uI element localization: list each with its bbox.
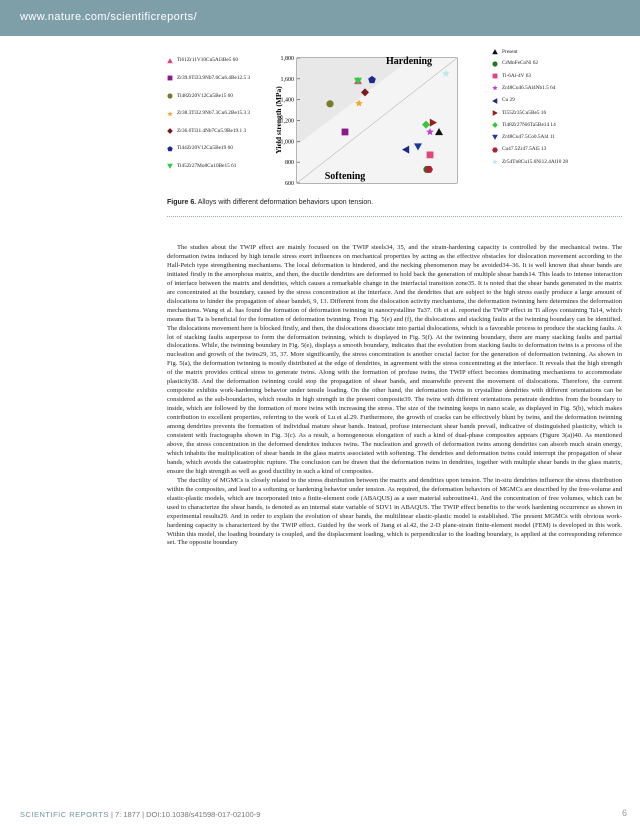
legend-right-marker-icon (492, 110, 498, 116)
legend-right-label: Ti48Zr27Ni6Ta5Be14 14 (502, 121, 556, 128)
legend-right-label: Zr54Tn8Cu15.6Ni12.4Al10 28 (502, 158, 569, 165)
legend-right-marker-icon (492, 159, 498, 165)
legend-right-marker-icon (492, 122, 498, 128)
legend-right-marker-icon (492, 85, 498, 91)
legend-right-label: Zr48Cu47.5Co0.5Al4 11 (502, 134, 555, 141)
journal-name: SCIENTIFIC REPORTS (20, 810, 109, 819)
legend-right-marker-icon-shape (492, 147, 498, 152)
legend-right-item (492, 58, 627, 70)
paragraph-1: The studies about the TWIP effect are mainly focused on the TWIP steels34, 35, and the strain-hardening capacity is controlled by the mechanical twins. The deformation twins induced by high tensile stress exert influences on mechanical properties by acting as the effective obstacles for dislocation movement according to the Hall-Petch type strengthening mechanisms. The local deformation is hindered, and the necking phenomenon may be avoided34–36. It is well known that shear bands are initiated firstly in the amorphous matrix, and then, the ductile dendrites are deformed to hold back the generation of multiple shear bands14. This leads to intense interaction of interface between the matrix and dendrites, which causes a remarkable change in the interfacial transition zone35. It is noted that the shear bands generated in the matrix are concentrated at the boundary, caused by the stress concentration at the interface. And the dendrites that are subject to the high stress easily produce a large amount of dislocations to hinder the propagation of shear bands6, 9, 13. Different from the dislocation activity mechanisms, the deformation twinning here determines the deformation mechanisms. Wang et al. has found the formation of deformation twinning in nanocrystalline Ta37. Oh et al. reported the TWIP effect in Ti alloys containing Ta14, which means that Ta is beneficial for the formation of deformation twinning. From Fig. 5(e) and (f), the dislocations and stacking faults at the twinning boundary can be identified. The dislocations movement here is blocked firstly, and then, the dislocations dissociate into partial dislocations, which is a favorable process to produce the stacking faults. A lot of stacking faults superpose to form the deformation twinning, which is displayed in Fig. 5(f). At the twinning boundary, there are many stacking faults and partial dislocations. While, the twinning boundary in Fig. 5(e), displays a smooth boundary, indicates that the evolution from stacking faults to deformation twins is a process of the nucleation and growth of the twins29, 35, 37. More significantly, the stress concentration is another crucial factor for the generation of deformation twinning. As shown in Fig. 5(a), the deformation twinning is mostly distributed at the edge of dendrites, in agreement with the stress concentrating at the interface. It reveals that the high strength of the matrix provides critical stress to generate twins. Along with the formation of profuse twins, the TWIP effect becomes dominating mechanisms to accommodate plasticity38. And the deformation twinning could stop the propagation of shear bands, and meanwhile prevent the movement of dislocations. Therefore, the current composite exhibits work-hardening behavior under tensile loading. On the other hand, the deformation twins in crystalline dendrites with different orientations can be considered as the sub-boundaries, which results in high strength in the present composite39. The twins with different orientations penetrate dendrites from the boundary to inside, which are followed by the formation of more twins with increasing the stress. The size of the twinning keeps in nano scale, as displayed in Fig. 5(b), which makes contribution to excellent properties, referring to the work of Lu et al.29. Furthermore, the growth of cracks can be effectively blunt by twins, and the deformation twinning among dendrites prevents the formation of individual mature shear bands. Instead, profuse intersectant shear bands prevail, indicative of distinguished plasticity, which is consistent with fractographs shown in Fig. 3(c). As a result, a homogeneous elongation of such a kind of dual-phase composites appears (Figure 3(a))40. As mentioned above, the stress concentration in the deformed dendrites induces twins. The nucleation and growth of deformation twins among dendrites can absorb much strain energy, which inhabits the multiplication of shear bands in the glass matrix associated with softening. The dendrites and deformation twins could interrupt the propagation of shear bands, which avoids the catastrophic rupture. The conclusion can be drawn that the deformation twins in dendrites, together with multiple shear bands in the glass matrix, ensure the high strength as well as good ductility in such a kind of composites. (167, 244, 622, 475)
legend-left-label: Zr38.3Ti32.9Nb7.3Cu6.2Be15.3 3 (177, 110, 251, 117)
legend-right-label: Present (502, 48, 518, 55)
legend-right-marker-icon-shape (492, 49, 498, 54)
page-number: 6 (622, 808, 628, 818)
legend-right-marker-icon (492, 98, 498, 104)
legend-right-marker-icon-shape (493, 110, 498, 116)
legend-left-label: Ti44Zr20V12Cu5Be19 60 (177, 145, 233, 152)
legend-right-marker-icon (492, 147, 498, 153)
legend-right-marker-icon-shape (492, 61, 497, 66)
figure-divider (167, 216, 622, 217)
citation: | 7: 1877 | DOI:10.1038/s41598-017-02100-9 (110, 810, 261, 819)
legend-right-marker-icon-shape (492, 135, 498, 140)
data-point (427, 151, 434, 158)
legend-left-label: Ti45Zr27Mo8Cu10Be15 61 (177, 163, 237, 170)
legend-right-marker-icon-shape (492, 98, 497, 104)
legend-right-label: Zr48Cu46.5Al4Nb1.5 64 (502, 84, 556, 91)
data-point (342, 129, 349, 136)
legend-right-label: Ti-6Al-4V 63 (502, 72, 531, 79)
yield-strength-chart (167, 45, 525, 195)
article-body (167, 244, 622, 548)
legend-right-item (492, 107, 627, 119)
caption-label: Figure 6. (167, 199, 197, 206)
legend-right (492, 47, 627, 168)
legend-right-item (492, 94, 627, 106)
legend-right-marker-icon-shape (493, 74, 498, 79)
legend-right-marker-icon-shape (492, 122, 498, 128)
hardening-label: Hardening (385, 56, 433, 67)
footer-citation-block (20, 810, 260, 819)
y-tick-label: 1,400 (280, 97, 294, 104)
legend-right-label: Cu 29 (502, 97, 515, 104)
y-tick-label: 1,800 (280, 56, 294, 62)
y-tick-label: 1,600 (280, 76, 294, 83)
legend-right-marker-icon (492, 49, 498, 55)
y-axis-label: Yield strength (MPa) (274, 86, 283, 154)
legend-right-item (492, 47, 627, 58)
y-tick-label: 800 (285, 160, 294, 167)
paragraph-2: The ductility of MGMCs is closely related to the stress distribution between the matrix and dendrites upon tension. The in-situ dendrites influence the stress distribution within the composites, and lead to a softening or hardening behavior under tension. As required, the deformation behaviors of MGMCs are described by the free-volume and elastic-plastic models, which are incorporated into a finite-element code (ABAQUS) as a user material subroutine41. And the concentration of free volumes, which can be used to characterize the shear bands, is denoted as an internal state variable of SDV1 in ABAQUS. The TWIP effect benefits to the work hardening occurrence as shown in experimental results29. And in order to explain the evolution of shear bands, the multilinear elastic-plastic model is established. The present MGMCs with obvious work-hardening capacity is characterized by the TWIP effect. Guided by the work of Jiang et al.42, the 2-D plane-strain finite-element model (FEM) is developed in this work. Within this model, the loading boundary is coupled, and the displacement loading, which is perpendicular to the loading boundary, is applied at the corresponding reference set. The opposite boundary (167, 476, 622, 547)
legend-left-label: Ti61Zr11V10Cu5Al3Be5 60 (177, 57, 238, 64)
data-point (326, 100, 333, 107)
y-tick-label: 600 (285, 181, 294, 187)
page-footer (0, 806, 640, 826)
y-tick-label: 1,200 (280, 118, 294, 125)
y-tick-label: 1,000 (280, 139, 294, 146)
legend-right-label: Ti55Zr35Cu5Be5 16 (502, 109, 547, 116)
legend-right-item (492, 144, 627, 156)
legend-right-item (492, 131, 627, 143)
softening-label: Softening (324, 171, 366, 182)
legend-right-marker-icon-shape (492, 159, 497, 164)
legend-left-label: Zr39.6Ti33.9Nb7.6Cu6.4Be12.5 3 (177, 75, 251, 82)
legend-right-label: CrMnFeCoNi 62 (502, 60, 539, 67)
legend-right-item (492, 70, 627, 82)
legend-right-label: Cu47.5Zr47.5Al5 13 (502, 146, 547, 153)
legend-right-marker-icon (492, 134, 498, 140)
legend-right-marker-icon (492, 73, 498, 79)
legend-left-label: Zr36.6Ti31.4Nb7Cu5.9Be19.1 3 (177, 127, 247, 134)
legend-right-marker-icon-shape (492, 85, 497, 90)
journal-header (0, 0, 640, 36)
journal-url[interactable]: www.nature.com/scientificreports/ (20, 11, 198, 23)
legend-right-marker-icon (492, 61, 498, 67)
caption-text: Alloys with different deformation behaviors upon tension. (197, 199, 374, 206)
legend-right-item (492, 156, 627, 168)
figure-caption (167, 199, 373, 206)
legend-right-item (492, 119, 627, 131)
legend-left-label: Ti48Zr20V12Cu5Be15 60 (177, 92, 233, 99)
legend-right-item (492, 82, 627, 94)
